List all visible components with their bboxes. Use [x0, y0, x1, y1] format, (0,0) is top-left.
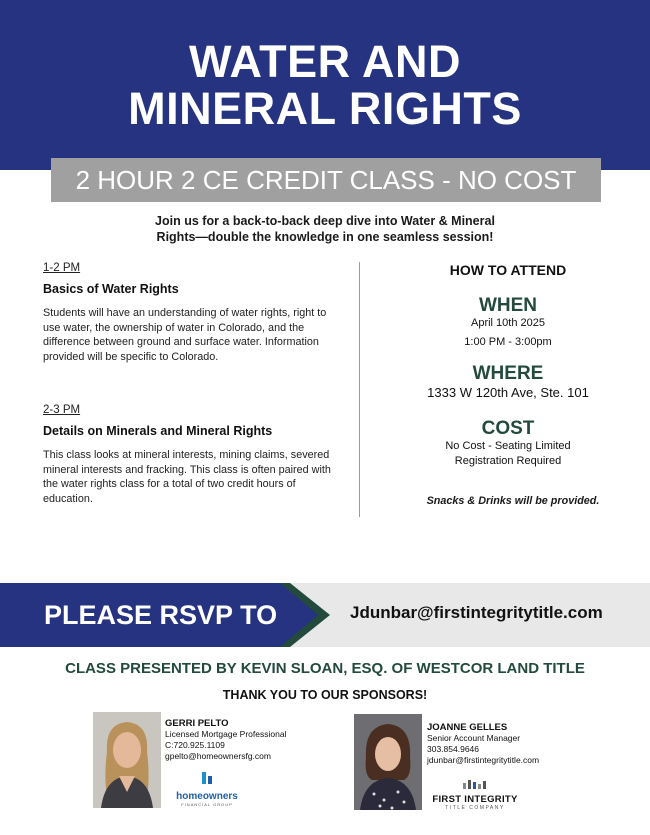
event-address: 1333 W 120th Ave, Ste. 101	[427, 385, 589, 400]
sponsor-photo	[354, 714, 422, 810]
sponsor-name: GERRI PELTO	[165, 718, 229, 729]
subtitle-bar: 2 HOUR 2 CE CREDIT CLASS - NO COST	[51, 158, 601, 202]
rsvp-bar	[0, 583, 650, 647]
session-description: Students will have an understanding of water rights, right to use water, the ownership of water in Colorado, and the difference between ground and surface water. Information provided will be specific to Colorado.	[43, 307, 327, 363]
intro-line-2: Rights—double the knowledge in one seamless session!	[156, 230, 494, 244]
where-heading: WHERE	[472, 363, 544, 384]
sponsor-email[interactable]: jdunbar@firstintegritytitle.com	[427, 755, 540, 765]
event-time: 1:00 PM - 3:00pm	[464, 336, 552, 348]
session-time: 2-3 PM	[43, 404, 81, 416]
homeowners-logo-text: homeowners	[176, 791, 238, 802]
sponsor-card	[165, 718, 286, 762]
title-line-1: WATER AND	[189, 36, 461, 87]
cost-heading: COST	[481, 418, 535, 439]
session-description: This class looks at mineral interests, mining claims, severed mineral interests and fracking. This class is often paired with the water rights class for a total of two credit hours of education.	[43, 449, 331, 505]
column-divider	[359, 262, 360, 517]
first-integrity-logo-text: FIRST INTEGRITY	[432, 794, 518, 805]
rsvp-label: PLEASE RSVP TO	[44, 600, 278, 630]
sponsor-phone: C:720.925.1109	[165, 740, 225, 750]
intro-text	[0, 213, 650, 245]
sponsor-email[interactable]: gpelto@homeownersfg.com	[165, 751, 271, 761]
homeowners-logo	[167, 770, 247, 807]
title-line-2: MINERAL RIGHTS	[128, 83, 522, 134]
presenter-line: CLASS PRESENTED BY KEVIN SLOAN, ESQ. OF WESTCOR LAND TITLE	[65, 660, 585, 677]
rsvp-email[interactable]: Jdunbar@firstintegritytitle.com	[350, 603, 603, 622]
first-integrity-logo-sub: TITLE COMPANY	[445, 805, 505, 811]
session-item	[43, 404, 343, 506]
session-item	[43, 262, 343, 364]
sponsor-role: Licensed Mortgage Professional	[165, 729, 287, 739]
sponsor-name: JOANNE GELLES	[427, 722, 508, 733]
session-time: 1-2 PM	[43, 262, 81, 274]
sessions-column	[43, 262, 343, 506]
skyline-icon	[455, 779, 495, 789]
intro-line-1: Join us for a back-to-back deep dive into Water & Mineral	[155, 214, 495, 228]
homeowners-logo-sub: FINANCIAL GROUP	[181, 802, 233, 807]
page-title	[0, 38, 650, 132]
snacks-note: Snacks & Drinks will be provided.	[426, 495, 600, 507]
first-integrity-logo	[432, 776, 518, 811]
house-icon	[199, 770, 215, 786]
session-title: Details on Minerals and Mineral Rights	[43, 424, 273, 438]
when-heading: WHEN	[478, 295, 538, 316]
sponsor-role: Senior Account Manager	[427, 733, 521, 743]
hero-banner	[0, 0, 650, 170]
cost-line-1: No Cost - Seating Limited	[445, 440, 571, 452]
sponsors-heading: THANK YOU TO OUR SPONSORS!	[222, 688, 428, 702]
sponsor-phone: 303.854.9646	[427, 744, 479, 754]
cost-line-2: Registration Required	[454, 455, 562, 467]
attend-column	[375, 262, 641, 507]
sponsor-photo	[93, 712, 161, 808]
sponsor-card	[427, 722, 539, 766]
how-to-attend-heading: HOW TO ATTEND	[449, 262, 567, 278]
event-date: April 10th 2025	[471, 317, 545, 329]
session-title: Basics of Water Rights	[43, 282, 179, 296]
